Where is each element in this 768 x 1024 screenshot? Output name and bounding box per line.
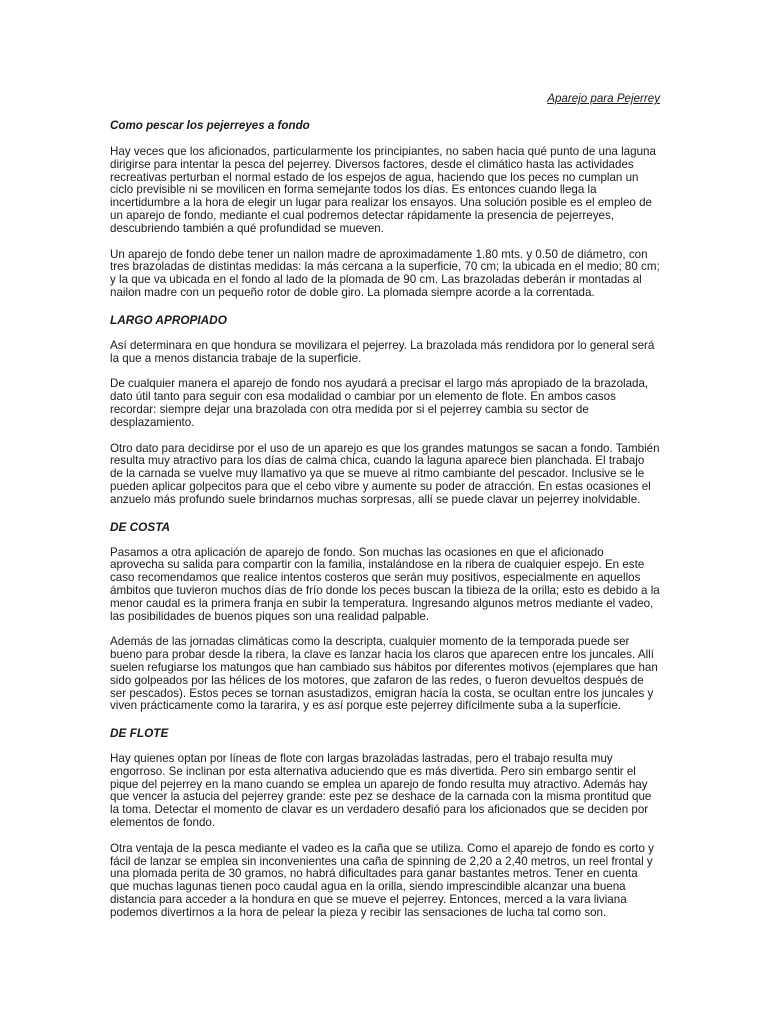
paragraph: Hay quienes optan por líneas de flote con largas brazoladas lastradas, pero el trabajo resulta muy engorroso. Se inclinan por esta alternativa aduciendo que es más divertida. Pero sin embargo sentir el pique del pejerrey en la mano cuando se emplea un aparejo de fondo resulta muy atractivo. Además hay que vencer la astucia del pejerrey grande: este pez se deshace de la carnada con la misma prontitud que la toma. Detectar el momento de clavar es un verdadero desafió para los aficionados que se deciden por elementos de fondo. [110, 752, 652, 830]
document-subtitle: Como pescar los pejerreyes a fondo [110, 119, 310, 132]
section-de-flote [110, 726, 660, 920]
paragraph: Hay veces que los aficionados, particularmente los principiantes, no saben hacia qué punto de una laguna dirigirse para intentar la pesca del pejerrey. Diversos factores, desde el climático hasta las actividades recreativas perturban el normal estado de los espejos de agua, haciendo que los peces no cumplan un ciclo previsible ni se movilicen en forma semejante todos los días. Es entonces cuando llega la incertidumbre a la hora de elegir un lugar para realizar los ensayos. Una solución posible es el empleo de un aparejo de fondo, mediante el cual podremos detectar rápidamente la presencia de pejerreyes, descubriendo también a qué profundidad se mueven. [110, 145, 656, 235]
section-heading: DE COSTA [110, 519, 171, 534]
paragraph: Además de las jornadas climáticas como la descripta, cualquier momento de la temporada puede ser bueno para probar desde la ribera, la clave es lanzar hacia los claros que aparecen entre los juncales. Allí suelen refugiarse los matungos que han cambiado sus hábitos por diferentes motivos (ejemplares que han sido golpeados por las hélices de los motores, que zafaron de las redes, o fueron devueltos después de ser pescados). Estos peces se tornan asustadizos, emigran hacía la costa, se ocultan entre los juncales y viven prácticamente como la tararira, y es así porque este pejerrey difícilmente suba a la superficie. [110, 635, 658, 713]
paragraph: Pasamos a otra aplicación de aparejo de fondo. Son muchas las ocasiones en que el aficionado aprovecha su salida para compartir con la familia, instalándose en la ribera de cualquier espejo. En este caso recomendamos que realice intentos costeros que serán muy positivos, especialmente en aquellos ámbitos que tuvieron muchos días de frío donde los peces buscan la tibieza de la orilla; esto es debido a la menor caudal es la primera franja en subir la temperatura. Ingresando algunos metros mediante el vadeo, las posibilidades de buenos piques son una realidad palpable. [110, 545, 660, 623]
section-largo-apropiado [110, 313, 660, 507]
paragraph: Otra ventaja de la pesca mediante el vadeo es la caña que se utiliza. Como el aparejo de fondo es corto y fácil de lanzar se emplea sin inconvenientes una caña de spinning de 2,20 a 2,40 metros, un reel frontal y una plomada perita de 30 gramos, no habrá dificultades para ganar bastantes metros. Tener en cuenta que muchas lagunas tienen poco caudal agua en la orilla, siendo imprescindible alcanzar una buena distancia para acceder a la hondura en que se mueve el pejerrey. Entonces, merced a la vara liviana podemos divertirnos a la hora de pelear la pieza y recibir las sensaciones de lucha tal como son. [110, 841, 654, 919]
paragraph: Así determinara en que hondura se movilizara el pejerrey. La brazolada más rendidora por lo general será la que a menos distancia trabaje de la superficie. [110, 338, 655, 365]
document-title: Aparejo para Pejerrey [547, 92, 660, 105]
section-de-costa [110, 520, 660, 714]
section-heading: LARGO APROPIADO [110, 312, 227, 327]
section-heading: DE FLOTE [110, 726, 169, 741]
paragraph: Un aparejo de fondo debe tener un nailon madre de aproximadamente 1.80 mts. y 0.50 de diámetro, con tres brazoladas de distintas medidas: la más cercana a la superficie, 70 cm; la ubicada en el medio; 80 cm; y la que va ubicada en el fondo al lado de la plomada de 90 cm. Las brazoladas deberán ir montadas al nailon madre con un pequeño rotor de doble giro. La plomada siempre acorde a la correntada. [110, 247, 660, 299]
paragraph: De cualquier manera el aparejo de fondo nos ayudará a precisar el largo más apropiado de la brazolada, dato útil tanto para seguir con esa modalidad o cambiar por un elemento de flote. En ambos casos recordar: siempre dejar una brazolada con otra medida por si el pejerrey cambia su sector de desplazamiento. [110, 377, 649, 429]
section-intro [110, 146, 660, 300]
paragraph: Otro dato para decidirse por el uso de un aparejo es que los grandes matungos se sacan a fondo. También resulta muy atractivo para los días de calma chica, cuando la laguna aparece bien planchada. El trabajo de la carnada se vuelve muy llamativo ya que se mueve al ritmo cambiante del pescador. Inclusive se le pueden aplicar golpecitos para que el cebo vibre y aumente su poder de atracción. En estas ocasiones el anzuelo más profundo suele brindarnos muchas sorpresas, allí se puede clavar un pejerrey inolvidable. [110, 441, 660, 506]
document-page [110, 92, 660, 933]
